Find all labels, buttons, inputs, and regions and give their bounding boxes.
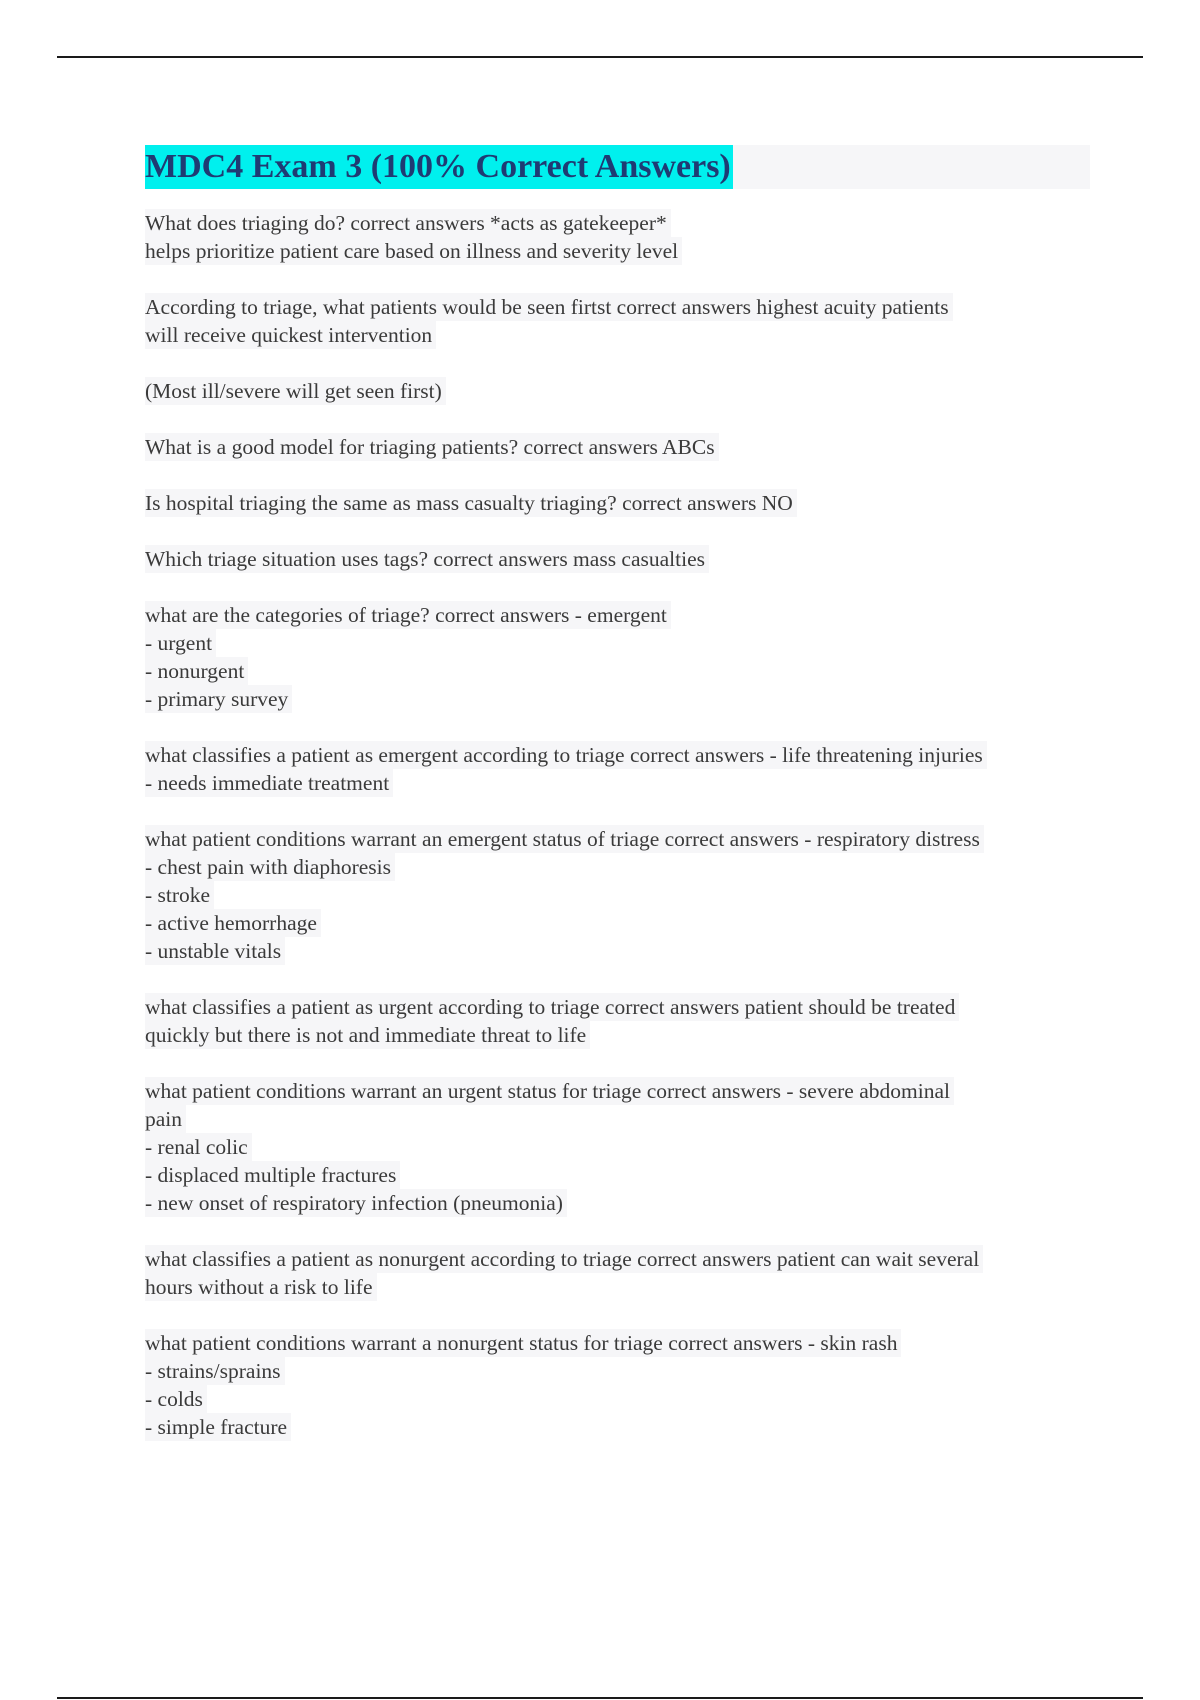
qa-line: [145, 1273, 1090, 1301]
qa-line: [145, 489, 1090, 517]
qa-line: [145, 237, 1090, 265]
qa-text: what classifies a patient as emergent according to triage correct answers - life threatening injuries: [145, 741, 987, 769]
qa-text: What is a good model for triaging patients? correct answers ABCs: [145, 433, 719, 461]
bottom-rule: [57, 1697, 1143, 1699]
qa-line: [145, 685, 1090, 713]
qa-line: [145, 1329, 1090, 1357]
qa-line: [145, 1077, 1090, 1105]
qa-line: [145, 657, 1090, 685]
qa-item: [145, 1077, 1090, 1217]
qa-text: helps prioritize patient care based on illness and severity level: [145, 237, 682, 265]
qa-item: [145, 993, 1090, 1049]
qa-text: - stroke: [145, 881, 214, 909]
qa-line: [145, 1133, 1090, 1161]
qa-item: [145, 825, 1090, 965]
qa-text: what classifies a patient as urgent according to triage correct answers patient should be treated: [145, 993, 959, 1021]
qa-list: [145, 209, 1090, 1441]
qa-line: [145, 545, 1090, 573]
qa-text: - renal colic: [145, 1133, 252, 1161]
qa-line: [145, 601, 1090, 629]
qa-item: [145, 1245, 1090, 1301]
qa-text: - colds: [145, 1385, 207, 1413]
qa-text: will receive quickest intervention: [145, 321, 436, 349]
qa-line: [145, 377, 1090, 405]
qa-text: According to triage, what patients would be seen firtst correct answers highest acuity patients: [145, 293, 953, 321]
qa-line: [145, 1161, 1090, 1189]
qa-line: [145, 909, 1090, 937]
qa-line: [145, 1105, 1090, 1133]
qa-text: What does triaging do? correct answers *acts as gatekeeper*: [145, 209, 671, 237]
qa-text: - unstable vitals: [145, 937, 285, 965]
qa-text: - primary survey: [145, 685, 292, 713]
document-body: [145, 145, 1090, 1469]
qa-line: [145, 1385, 1090, 1413]
qa-text: pain: [145, 1105, 186, 1133]
qa-text: - urgent: [145, 629, 216, 657]
qa-line: [145, 1021, 1090, 1049]
qa-line: [145, 433, 1090, 461]
qa-line: [145, 881, 1090, 909]
qa-item: [145, 489, 1090, 517]
qa-item: [145, 741, 1090, 797]
qa-line: [145, 741, 1090, 769]
qa-line: [145, 1245, 1090, 1273]
document-title: MDC4 Exam 3 (100% Correct Answers): [145, 145, 733, 189]
qa-text: what patient conditions warrant a nonurgent status for triage correct answers - skin rash: [145, 1329, 901, 1357]
qa-text: hours without a risk to life: [145, 1273, 377, 1301]
title-row: [145, 145, 1090, 189]
qa-line: [145, 1357, 1090, 1385]
qa-line: [145, 769, 1090, 797]
qa-text: - new onset of respiratory infection (pneumonia): [145, 1189, 567, 1217]
qa-text: - active hemorrhage: [145, 909, 321, 937]
qa-text: what patient conditions warrant an urgent status for triage correct answers - severe abdominal: [145, 1077, 954, 1105]
qa-text: - strains/sprains: [145, 1357, 285, 1385]
qa-line: [145, 1189, 1090, 1217]
qa-line: [145, 1413, 1090, 1441]
qa-text: quickly but there is not and immediate threat to life: [145, 1021, 590, 1049]
qa-text: Is hospital triaging the same as mass casualty triaging? correct answers NO: [145, 489, 797, 517]
qa-text: Which triage situation uses tags? correct answers mass casualties: [145, 545, 709, 573]
qa-line: [145, 937, 1090, 965]
qa-item: [145, 1329, 1090, 1441]
top-rule: [57, 56, 1143, 58]
qa-text: - needs immediate treatment: [145, 769, 393, 797]
qa-line: [145, 993, 1090, 1021]
qa-text: - nonurgent: [145, 657, 248, 685]
qa-line: [145, 853, 1090, 881]
qa-item: [145, 209, 1090, 265]
qa-text: - chest pain with diaphoresis: [145, 853, 395, 881]
qa-text: what classifies a patient as nonurgent according to triage correct answers patient can wait several: [145, 1245, 983, 1273]
qa-line: [145, 293, 1090, 321]
qa-text: what are the categories of triage? correct answers - emergent: [145, 601, 671, 629]
qa-line: [145, 825, 1090, 853]
qa-text: - simple fracture: [145, 1413, 291, 1441]
qa-item: [145, 545, 1090, 573]
qa-text: - displaced multiple fractures: [145, 1161, 400, 1189]
qa-line: [145, 209, 1090, 237]
qa-text: what patient conditions warrant an emergent status of triage correct answers - respiratory distress: [145, 825, 984, 853]
qa-line: [145, 629, 1090, 657]
qa-line: [145, 321, 1090, 349]
qa-text: (Most ill/severe will get seen first): [145, 377, 446, 405]
qa-item: [145, 601, 1090, 713]
qa-item: [145, 377, 1090, 405]
qa-item: [145, 293, 1090, 349]
qa-item: [145, 433, 1090, 461]
